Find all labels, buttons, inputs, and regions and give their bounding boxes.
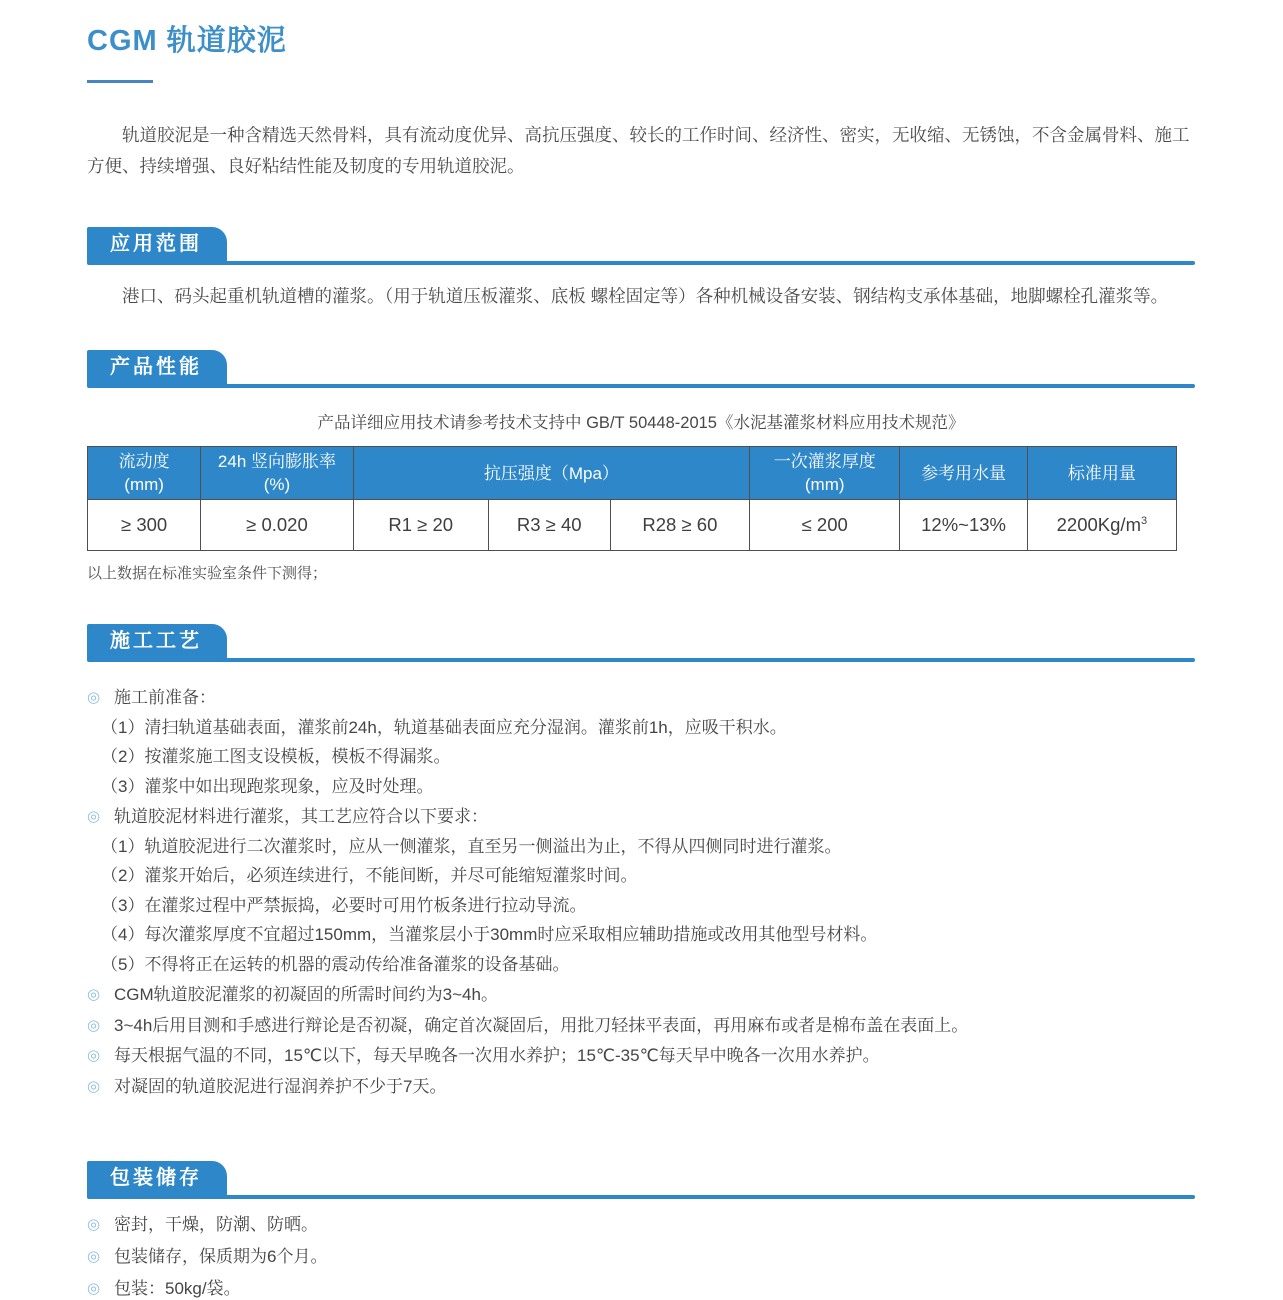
list-item-text: 对凝固的轨道胶泥进行湿润养护不少于7天。	[114, 1076, 447, 1096]
page-title: CGM 轨道胶泥	[87, 25, 287, 57]
cell-r1: R1 ≥ 20	[353, 500, 488, 551]
list-item: （3）灌浆中如出现跑浆现象，应及时处理。	[101, 776, 434, 796]
application-text: 港口、码头起重机轨道槽的灌浆。（用于轨道压板灌浆、底板 螺栓固定等）各种机械设备安装、钢结构支承体基础，地脚螺栓孔灌浆等。	[122, 286, 1169, 306]
cell-water: 12%~13%	[900, 500, 1027, 551]
ring-bullet-icon: ◎	[87, 1247, 101, 1265]
section-rule	[87, 261, 1195, 265]
cell-thickness: ≤ 200	[750, 500, 900, 551]
section-tab-application: 应用范围	[87, 227, 227, 263]
packaging-list	[87, 1213, 1195, 1300]
process-list	[87, 686, 1195, 1098]
cell-r3: R3 ≥ 40	[488, 500, 610, 551]
list-item-text: 密封，干燥，防潮、防晒。	[114, 1214, 318, 1234]
col-header-flow: 流动度 (mm)	[88, 447, 201, 500]
col-header-thickness: 一次灌浆厚度 (mm)	[750, 447, 900, 500]
col-header-dosage: 标准用量	[1027, 447, 1176, 500]
ring-bullet-icon: ◎	[87, 689, 101, 706]
list-item-text: 每天根据气温的不同，15℃以下，每天早晚各一次用水养护；15℃-35℃每天早中晚各一次用水养护。	[114, 1046, 880, 1065]
list-item	[87, 1014, 1195, 1037]
ring-bullet-icon: ◎	[87, 808, 101, 825]
section-tab-packaging: 包装储存	[87, 1161, 227, 1197]
list-item	[87, 1213, 1195, 1236]
section-rule	[87, 1195, 1195, 1199]
list-item: （1）轨道胶泥进行二次灌浆时，应从一侧灌浆，直至另一侧溢出为止，不得从四侧同时进行灌浆。	[101, 836, 842, 856]
cell-flow: ≥ 300	[88, 500, 201, 551]
list-item	[87, 1245, 1195, 1268]
list-item-text: 施工前准备：	[114, 688, 216, 707]
intro-paragraph: 轨道胶泥是一种含精选天然骨料，具有流动度优异、高抗压强度、较长的工作时间、经济性、密实，无收缩、无锈蚀，不含金属骨料、施工方便、持续增强、良好粘结性能及韧度的专用轨道胶泥。	[87, 125, 1190, 176]
cell-dosage: $2200Kg/m^3$	[1027, 500, 1176, 551]
list-item-text: CGM轨道胶泥灌浆的初凝固的所需时间约为3~4h。	[114, 985, 498, 1004]
ring-bullet-icon: ◎	[87, 1077, 101, 1095]
section-header-application	[87, 226, 1195, 265]
cell-expansion: ≥ 0.020	[201, 500, 353, 551]
section-rule	[87, 384, 1195, 388]
col-header-water: 参考用水量	[900, 447, 1027, 500]
ring-bullet-icon: ◎	[87, 1215, 101, 1233]
list-item: （3）在灌浆过程中严禁振捣，必要时可用竹板条进行拉动导流。	[101, 895, 587, 915]
list-item-text: 包装：50kg/袋。	[114, 1278, 241, 1298]
list-item: （4）每次灌浆厚度不宜超过150mm，当灌浆层小于30mm时应采取相应辅助措施或改用其他型号材料。	[101, 925, 878, 944]
list-item: （2）灌浆开始后，必须连续进行，不能间断，并尽可能缩短灌浆时间。	[101, 866, 638, 885]
section-header-packaging	[87, 1160, 1195, 1199]
list-item	[87, 1075, 1195, 1098]
col-header-compressive: 抗压强度（Mpa）	[353, 447, 749, 500]
section-header-performance	[87, 349, 1195, 388]
list-item	[87, 805, 1195, 828]
list-item	[87, 983, 1195, 1006]
section-rule	[87, 658, 1195, 662]
ring-bullet-icon: ◎	[87, 1279, 101, 1297]
cell-r28: R28 ≥ 60	[610, 500, 749, 551]
table-header-row	[88, 447, 1177, 500]
list-item: （5）不得将正在运转的机器的震动传给准备灌浆的设备基础。	[101, 954, 570, 974]
ring-bullet-icon: ◎	[87, 986, 101, 1003]
list-item: （1）清扫轨道基础表面，灌浆前24h，轨道基础表面应充分湿润。灌浆前1h，应吸干积水。	[101, 717, 787, 737]
title-underline	[87, 80, 153, 83]
table-data-row	[88, 500, 1177, 551]
ring-bullet-icon: ◎	[87, 1047, 101, 1064]
col-header-expansion: 24h 竖向膨胀率 (%)	[201, 447, 353, 500]
list-item	[87, 686, 1195, 709]
list-item-text: 3~4h后用目测和手感进行辩论是否初凝，确定首次凝固后，用批刀轻抹平表面，再用麻布或者是棉布盖在表面上。	[114, 1015, 969, 1035]
section-tab-process: 施工工艺	[87, 624, 227, 660]
section-tab-performance: 产品性能	[87, 350, 227, 386]
list-item-text: 轨道胶泥材料进行灌浆，其工艺应符合以下要求：	[114, 807, 488, 826]
list-item-text: 包装储存，保质期为6个月。	[114, 1246, 328, 1266]
list-item: （2）按灌浆施工图支设模板，模板不得漏浆。	[101, 747, 451, 766]
performance-table	[87, 446, 1177, 551]
table-footnote: 以上数据在标准实验室条件下测得；	[87, 565, 328, 582]
list-item	[87, 1044, 1195, 1067]
section-header-process	[87, 623, 1195, 662]
ring-bullet-icon: ◎	[87, 1016, 101, 1034]
performance-note: 产品详细应用技术请参考技术支持中 GB/T 50448-2015《水泥基灌浆材料应用技术规范》	[317, 414, 965, 432]
